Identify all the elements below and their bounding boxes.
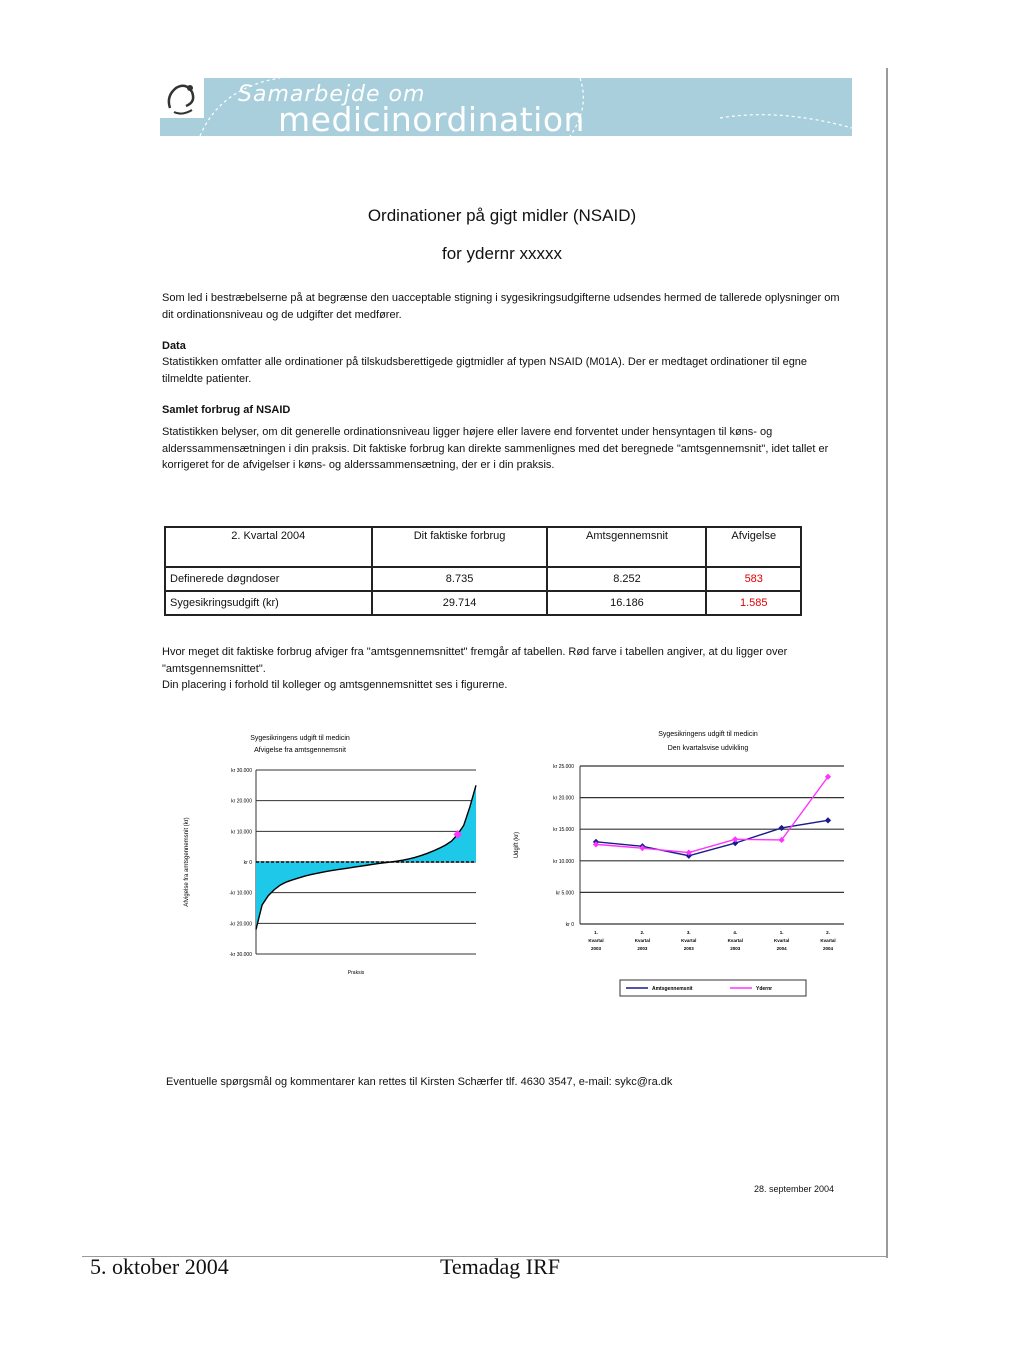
document-date: 28. september 2004 [754,1184,835,1194]
table-cell-actual: 29.714 [372,591,548,615]
after-table-text-2: Din placering i forhold til kolleger og amtsgennemsnittet ses i figurerne. [162,679,508,691]
chart-subtitle: Afvigelse fra amtsgennemsnit [254,747,346,754]
document-title: Ordinationer på gigt midler (NSAID) [367,206,637,225]
x-tick-label: Kvartal [820,938,836,943]
usage-paragraph: Statistikken belyser, om dit generelle ordinationsniveau ligger højere eller lavere end forventet under hensyntagen til køns- og alderssammensætningen i din praksis. Dit faktiske forbrug kan direkte sammenlignes med det beregnede "amtsgennemsnit", idet tallet er korrigeret for de afvigelser i køns- og alderssammensætning, der er i din praksis. [162,426,829,471]
table-row-label: Sygesikringsudgift (kr) [165,591,372,615]
table-header-cell: Afvigelse [706,527,801,567]
table-row [165,567,801,591]
y-tick-label: kr 25.000 [553,764,574,770]
slide-footer-event: Temadag IRF [440,1254,561,1279]
x-tick-label: Kvartal [727,938,743,943]
x-tick-label: 4. [733,930,738,935]
legend-label: Amtsgennemsnit [652,986,693,992]
table-header-cell: 2. Kvartal 2004 [165,527,372,567]
y-tick-label: kr 0 [243,860,252,866]
y-tick-label: kr 10.000 [231,829,252,836]
chart-title: Sygesikringens udgift til medicin [250,735,350,742]
data-point [732,836,738,842]
x-tick-label: 2003 [590,946,602,951]
data-heading: Data [162,340,186,352]
x-tick-label: Kvartal [588,938,604,943]
table-header-row [165,527,801,567]
chart-title: Sygesikringens udgift til medicin [658,731,758,738]
y-tick-label: kr 0 [565,922,574,928]
deviation-area [256,785,476,929]
y-axis-label: Afvigelse fra amtsgennemsnit (kr) [184,817,190,907]
cost-table [164,526,802,616]
deviation-chart [180,728,490,988]
x-tick-label: 2. [640,930,645,935]
y-tick-label: -kr 20.000 [229,921,252,928]
x-tick-label: Kvartal [634,938,651,943]
x-tick-label: 1. [594,930,598,935]
table-row [165,591,801,615]
table-header-cell: Dit faktiske forbrug [372,527,548,567]
quarterly-chart-svg [508,728,848,1003]
x-tick-label: 1. [779,930,784,935]
table-cell-deviation: 1.585 [706,591,801,615]
x-tick-label: 2003 [730,946,741,951]
chart-subtitle: Den kvartalsvise udvikling [667,745,749,752]
x-axis-label: Praksis [347,970,365,976]
series-line [596,820,828,855]
slide-footer-date: 5. oktober 2004 [90,1254,229,1279]
x-tick-label: Kvartal [681,938,697,943]
after-table-paragraph [162,644,842,694]
header-banner [160,78,852,136]
contact-note: Eventuelle spørgsmål og kommentarer kan rettes til Kirsten Schærfer tlf. 4630 3547, e-mail: sykc@ra.dk [166,1076,673,1088]
x-tick-label: 2004 [822,946,834,951]
after-table-text: Hvor meget dit faktiske forbrug afviger fra "amtsgennemsnittet" fremgår af tabellen. Rød farve i tabellen angiver, at du ligger over "amtsgennemsnittet". [162,646,788,675]
x-tick-label: 2004 [776,946,787,951]
data-paragraph: Statistikken omfatter alle ordinationer på tilskudsberettigede gigtmidler af typen NSAID (M01A). Der er medtaget ordinationer til egne tilmeldte patienter. [162,356,808,385]
table-cell-actual: 8.735 [372,567,548,591]
organisation-logo-icon [160,78,204,118]
x-tick-label: 2003 [683,946,694,951]
data-point [778,825,784,831]
y-axis-label: Udgift (kr) [514,831,520,859]
y-tick-label: kr 10.000 [553,858,574,865]
x-tick-label: 2. [826,930,830,935]
y-tick-label: -kr 10.000 [229,890,252,897]
banner-title-line2: medicinordination [278,100,585,136]
banner-title-line1: Samarbejde om [238,82,426,107]
table-row-label: Definerede døgndoser [165,567,372,591]
table-cell-average: 16.186 [547,591,706,615]
table-header-cell: Amtsgennemsnit [547,527,706,567]
x-tick-label: 2003 [637,946,648,951]
table-cell-average: 8.252 [547,567,706,591]
y-tick-label: kr 30.000 [231,768,252,774]
x-tick-label: Kvartal [773,938,790,943]
x-tick-label: 3. [686,930,691,935]
data-point [825,817,831,823]
table-cell-deviation: 583 [706,567,801,591]
deviation-chart-svg [180,728,490,988]
y-tick-label: -kr 30.000 [229,952,252,958]
quarterly-chart [508,728,848,1003]
usage-heading: Samlet forbrug af NSAID [162,404,291,416]
legend-label: Ydernr [756,986,773,992]
series-line [596,777,828,853]
y-tick-label: kr 5.000 [555,890,574,897]
y-tick-label: kr 15.000 [553,827,574,834]
y-tick-label: kr 20.000 [231,798,252,805]
intro-paragraph: Som led i bestræbelserne på at begrænse den uacceptable stigning i sygesikringsudgifterne udsendes hermed de tallerede oplysninger om dit ordinationsniveau og de udgifter det medfører. [162,292,840,321]
document-subtitle: for ydernr xxxxx [442,244,562,263]
y-tick-label: kr 20.000 [553,795,574,802]
